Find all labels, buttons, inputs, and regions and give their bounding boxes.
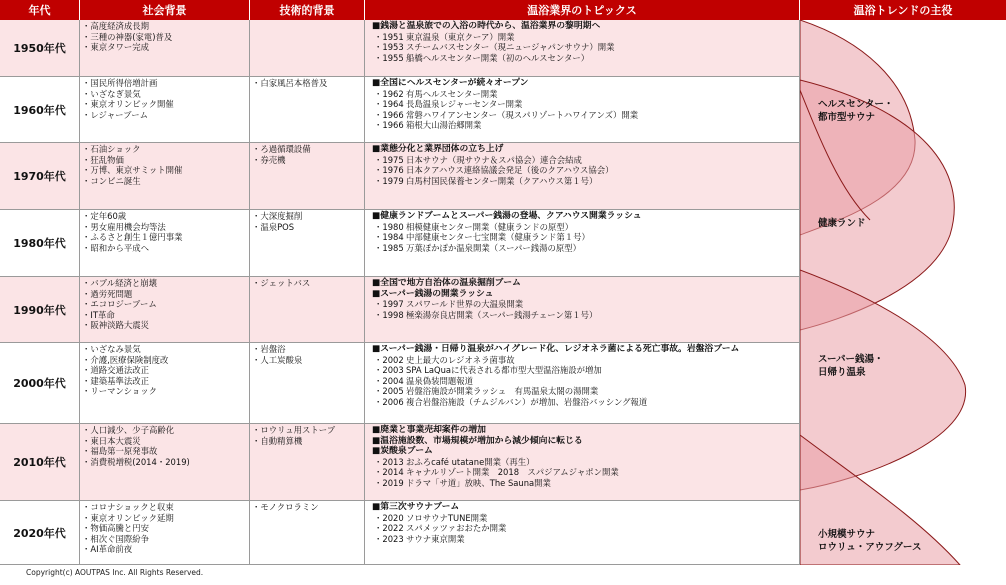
topics-cell [365, 20, 800, 76]
tech-cell [250, 77, 365, 142]
topic-year: ・2005 [374, 386, 404, 397]
tech-item: ・ロウリュ用ストーブ [252, 425, 336, 435]
topic-heading: ■全国で地方自治体の温泉掘削ブーム [372, 278, 521, 288]
topic-heading: ■全国にヘルスセンターが続々オープン [372, 78, 529, 88]
topic-item [374, 53, 795, 64]
topic-heading: ■銭湯と温泉旅での入浴の時代から、温浴業界の黎明期へ [372, 21, 601, 31]
topic-heading: ■健康ランドブームとスーパー銭湯の登場、クアハウス開業ラッシュ [372, 211, 642, 221]
tech-item: ・ジェットバス [252, 278, 311, 288]
topic-year: ・2020 [374, 512, 404, 523]
topic-year: ・1976 [374, 165, 404, 176]
topic-year: ・2014 [374, 467, 404, 478]
topic-heading: ■廃業と事業売却案件の増加 [372, 425, 486, 435]
topic-text: ソロサウナTUNE開業 [406, 512, 488, 523]
social-item: ・福島第一原発事故 [82, 446, 158, 457]
topic-text: 岩盤浴施設が開業ラッシュ 有馬温泉太閤の湯開業 [406, 386, 599, 397]
topics-cell [365, 424, 800, 500]
table-row [0, 277, 800, 343]
topic-item [374, 457, 795, 468]
topic-item [374, 355, 795, 366]
topic-text: 東京温泉（東京クーア）開業 [406, 31, 515, 42]
table-row [0, 210, 800, 277]
topic-year: ・2006 [374, 396, 404, 407]
topic-year: ・2019 [374, 477, 404, 488]
topics-cell [365, 343, 800, 423]
tech-cell [250, 210, 365, 276]
topics-cell [365, 210, 800, 276]
header-trend: 温浴トレンドの主役 [800, 0, 1006, 20]
topic-item [374, 478, 795, 489]
trend-label-health-center: ヘルスセンター・ 都市型サウナ [818, 99, 894, 123]
social-item: ・物価高騰と円安 [82, 523, 149, 534]
topic-item [374, 110, 795, 121]
tech-item: ・岩盤浴 [252, 344, 286, 354]
table-row [0, 77, 800, 143]
social-item: ・バブル経済と崩壊 [82, 278, 158, 288]
topic-text: 白馬村国民保養センター開業（クアハウス第１号） [406, 175, 598, 186]
tech-item: ・人工炭酸泉 [252, 354, 303, 365]
topic-year: ・1962 [374, 88, 404, 99]
header-tech: 技術的背景 [250, 0, 365, 20]
social-item: ・定年60歳 [82, 211, 127, 221]
topic-text: おふろcafé utatane開業（再生） [406, 456, 535, 467]
topic-item [374, 299, 795, 310]
social-item: ・エコロジーブーム [82, 299, 157, 310]
topic-text: 万葉ぽかぽか温泉開業（スーパー銭湯の原型） [406, 242, 582, 253]
topic-year: ・1984 [374, 232, 404, 243]
tech-item: ・モノクロラミン [252, 502, 319, 512]
topic-text: 長島温泉レジャーセンター開業 [406, 99, 523, 110]
topic-year: ・1966 [374, 109, 404, 120]
topic-year: ・1953 [374, 42, 404, 53]
tech-cell [250, 343, 365, 423]
topic-text: スパメッツァおおたか開業 [406, 523, 507, 534]
topic-text: 日本サウナ（現サウナ＆スパ協会）連合会結成 [406, 154, 582, 165]
topics-cell [365, 501, 800, 564]
era-cell: 2010年代 [0, 424, 80, 500]
social-item: ・ふるさと創生１億円事業 [82, 232, 183, 243]
topic-text: 箱根大山湯治郷開業 [406, 120, 482, 131]
topic-year: ・1985 [374, 242, 404, 253]
social-item: ・いざなぎ景気 [82, 88, 141, 99]
tech-item: ・白家風呂本格普及 [252, 78, 328, 88]
topic-year: ・1955 [374, 52, 404, 63]
topic-text: キャナルリゾート開業 2018 スパジアムジャポン開業 [406, 467, 619, 478]
topics-cell [365, 77, 800, 142]
social-cell [80, 77, 250, 142]
topic-text: サウナ東京開業 [406, 533, 465, 544]
era-cell: 1950年代 [0, 20, 80, 76]
tech-item: ・自動精算機 [252, 435, 303, 446]
social-item: ・東京タワー完成 [82, 42, 149, 53]
tech-item: ・ろ過循環設備 [252, 144, 311, 154]
topic-year: ・1979 [374, 175, 404, 186]
social-item: ・コロナショックと収束 [82, 502, 174, 512]
table-row [0, 343, 800, 424]
social-item: ・AI革命前夜 [82, 544, 133, 555]
social-item: ・IT革命 [82, 309, 115, 320]
topic-text: 中部健康センター七宝開業（健康ランド第１号） [406, 232, 590, 243]
social-item: ・狂乱物価 [82, 154, 124, 165]
topics-cell [365, 143, 800, 209]
social-cell [80, 143, 250, 209]
social-cell [80, 424, 250, 500]
social-item: ・三種の神器(家電)普及 [82, 31, 173, 42]
topic-item [374, 534, 795, 545]
social-item: ・国民所得倍増計画 [82, 78, 158, 88]
topic-heading: ■スーパー銭湯・日帰り温泉がハイグレード化、レジオネラ菌による死亡事故。岩盤浴ブーム [372, 344, 740, 354]
tech-item: ・大深度掘削 [252, 211, 303, 221]
social-item: ・レジャーブーム [82, 109, 148, 120]
social-item: ・東京オリンピック開催 [82, 99, 174, 110]
topic-text: 史上最大のレジオネラ菌事故 [406, 354, 515, 365]
topic-year: ・1966 [374, 120, 404, 131]
topic-year: ・1951 [374, 31, 404, 42]
topic-year: ・2004 [374, 375, 404, 386]
social-item: ・いざなみ景気 [82, 344, 141, 354]
topic-text: SPA LaQuaに代表される都市型大型温浴施設が増加 [406, 365, 602, 376]
social-item: ・人口減少、少子高齢化 [82, 425, 175, 435]
topic-item [374, 42, 795, 53]
social-item: ・介護,医療保険制度改 [82, 354, 169, 365]
tech-item: ・温泉POS [252, 221, 295, 232]
social-item: ・コンビニ誕生 [82, 175, 141, 186]
trend-label-kenko-land: 健康ランド [818, 218, 866, 229]
social-cell [80, 501, 250, 564]
topic-text: 有馬ヘルスセンター開業 [406, 88, 498, 99]
topic-item [374, 99, 795, 110]
header-social: 社会背景 [80, 0, 250, 20]
social-item: ・阪神淡路大震災 [82, 320, 149, 331]
tech-cell [250, 424, 365, 500]
trend-column [800, 20, 1006, 565]
topic-year: ・2002 [374, 354, 404, 365]
topic-text: 常磐ハワイアンセンター（現スパリゾートハワイアンズ）開業 [406, 109, 639, 120]
trend-label-super-sento: スーパー銭湯・ 日帰り温泉 [818, 354, 884, 378]
era-cell: 2020年代 [0, 501, 80, 564]
topic-item [374, 467, 795, 478]
topic-item [374, 365, 795, 376]
topic-item [374, 120, 795, 131]
social-item: ・建築基準法改正 [82, 375, 149, 386]
topic-item [374, 165, 795, 176]
topic-text: 相模健康センター開業（健康ランドの原型） [406, 221, 574, 232]
topic-item [374, 310, 795, 321]
topic-item [374, 155, 795, 166]
topic-item [374, 232, 795, 243]
topic-year: ・1980 [374, 221, 404, 232]
topic-year: ・2022 [374, 523, 404, 534]
topic-item [374, 523, 795, 534]
social-cell [80, 210, 250, 276]
table-row [0, 20, 800, 77]
social-item: ・相次ぐ国際紛争 [82, 533, 149, 544]
copyright-text: Copyright(c) AOUTPAS Inc. All Rights Reserved. [26, 568, 204, 577]
topic-item [374, 513, 795, 524]
trend-label-small-sauna: 小規模サウナ ロウリュ・アウフグース [818, 529, 922, 553]
header-topics: 温浴業界のトピックス [365, 0, 800, 20]
tech-cell [250, 20, 365, 76]
tech-cell [250, 143, 365, 209]
topic-text: 温泉偽装問題報道 [406, 375, 473, 386]
topic-year: ・1964 [374, 99, 404, 110]
tech-cell [250, 501, 365, 564]
topic-heading: ■スーパー銭湯の開業ラッシュ [372, 288, 494, 299]
social-item: ・昭和から平成へ [82, 242, 149, 253]
topic-text: 複合岩盤浴施設（チムジルバン）が増加、岩盤浴バッシング報道 [406, 396, 648, 407]
era-cell: 1990年代 [0, 277, 80, 342]
era-cell: 2000年代 [0, 343, 80, 423]
topic-heading: ■炭酸泉ブーム [372, 446, 433, 457]
social-item: ・石油ショック [82, 144, 141, 154]
table-row [0, 143, 800, 210]
social-item: ・万博、東京サミット開催 [82, 165, 183, 176]
topic-text: 極楽湯奈良店開業（スーパー銭湯チェーン第１号） [406, 309, 598, 320]
social-item: ・リーマンショック [82, 386, 157, 397]
tech-cell [250, 277, 365, 342]
topic-text: スパワールド世界の大温泉開業 [406, 299, 524, 310]
topic-text: 船橋ヘルスセンター開業（初のヘルスセンター） [406, 52, 590, 63]
topic-year: ・2003 [374, 365, 404, 376]
topic-heading: ■温浴施設数、市場規模が増加から減少傾向に転じる [372, 435, 583, 446]
tech-item: ・券売機 [252, 154, 286, 165]
topic-heading: ■第三次サウナブーム [372, 502, 460, 512]
social-item: ・男女雇用機会均等法 [82, 221, 166, 232]
topic-text: 日本クアハウス連絡協議会発足（後のクアハウス協会） [406, 165, 614, 176]
table-row [0, 424, 800, 501]
topic-year: ・1998 [374, 309, 404, 320]
topic-text: ドラマ「サ道」放映、The Sauna開業 [406, 477, 551, 488]
era-cell: 1970年代 [0, 143, 80, 209]
social-cell [80, 277, 250, 342]
table-row [0, 501, 800, 565]
topic-year: ・2023 [374, 533, 404, 544]
topic-item [374, 376, 795, 387]
era-cell: 1980年代 [0, 210, 80, 276]
social-item: ・道路交通法改正 [82, 365, 149, 376]
social-cell [80, 20, 250, 76]
era-cell: 1960年代 [0, 77, 80, 142]
social-item: ・過労死問題 [82, 288, 133, 299]
header-era: 年代 [0, 0, 80, 20]
topic-year: ・1975 [374, 154, 404, 165]
social-cell [80, 343, 250, 423]
topic-heading: ■業態分化と業界団体の立ち上げ [372, 144, 504, 154]
social-item: ・高度経済成長期 [82, 21, 149, 31]
topic-item [374, 176, 795, 187]
social-item: ・東日本大震災 [82, 435, 141, 446]
topic-text: スチームバスセンター（現ニュージャパンサウナ）開業 [406, 42, 615, 53]
topic-item [374, 386, 795, 397]
social-item: ・東京オリンピック延期 [82, 512, 174, 523]
topic-item [374, 243, 795, 254]
topic-year: ・2013 [374, 456, 404, 467]
topic-item [374, 32, 795, 43]
topic-item [374, 222, 795, 233]
topic-item [374, 397, 795, 408]
topic-year: ・1997 [374, 299, 404, 310]
topic-item [374, 89, 795, 100]
social-item: ・消費税増税(2014・2019) [82, 456, 190, 467]
topics-cell [365, 277, 800, 342]
